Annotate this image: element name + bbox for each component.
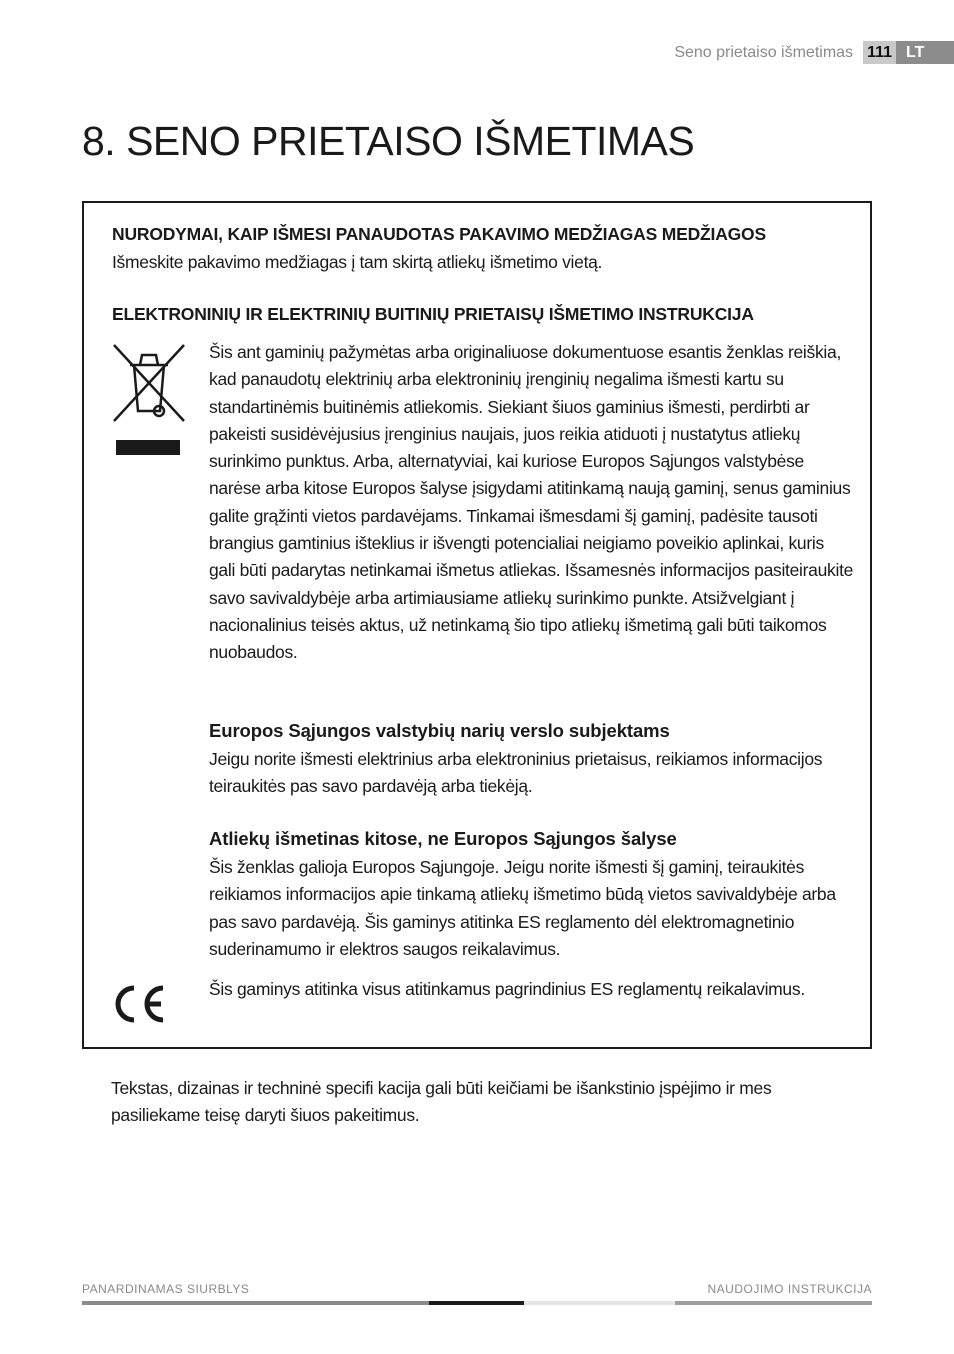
ce-mark-icon xyxy=(110,983,170,1025)
footer-product-name: PANARDINAMAS SIURBLYS xyxy=(82,1282,250,1296)
language-badge: LT xyxy=(896,41,954,64)
page-header xyxy=(674,41,954,64)
non-eu-heading: Atliekų išmetinas kitose, ne Europos Sąjungos šalyse xyxy=(209,828,677,849)
page-title: 8. SENO PRIETAISO IŠMETIMAS xyxy=(82,118,695,164)
footer-document-type: NAUDOJIMO INSTRUKCIJA xyxy=(707,1282,872,1296)
packaging-text: Išmeskite pakavimo medžiagas į tam skirtą atliekų išmetimo vietą. xyxy=(112,252,603,272)
weee-text: Šis ant gaminių pažymėtas arba originaliuose dokumentuose esantis ženklas reiškia, kad panaudotų elektrinių arba elektroninių įrenginių negalima išmesti kartu su standartinėmis buitinėmis atliekomis. Siekiant šiuos gaminius išmesti, perdirbti ar pakeisti susidėvėjusius įrenginius naujais, juos reikia atiduoti į nustatytus atliekų surinkimo punktus. Arba, alternatyviai, kai kuriose Europos Sąjungos valstybėse narėse arba kitose Europos šalyse įsigydami atitinkamą naują gaminį, senus gaminius galite grąžinti vietos pardavėjams. Tinkamai išmesdami šį gaminį, padėsite tausoti brangius gamtinius išteklius ir išvengti potencialiai neigiamo poveikio aplinkai, kuris gali būti padarytas netinkamai išmetus atliekas. Išsamesnės informacijos pasiteiraukite savo savivaldybėje arba artimiausiame atliekų surinkimo punkte. Atsižvelgiant į nacionalinius teisės aktus, už netinkamą šio tipo atliekų išmetimą gali būti taikomos nuobaudos. xyxy=(209,342,854,663)
disclaimer-note: Tekstas, dizainas ir techninė specifi kacija gali būti keičiami be išankstinio įspėjimo ir mes pasiliekame teisę daryti šiuos pakeitimus. xyxy=(111,1078,772,1126)
eu-business-text: Jeigu norite išmesti elektrinius arba elektroninius prietaisus, reikiamos informacijos teiraukitės pas savo pardavėją arba tiekėją. xyxy=(209,749,823,797)
eu-business-heading: Europos Sąjungos valstybių narių verslo subjektams xyxy=(209,720,670,741)
weee-heading: ELEKTRONINIŲ IR ELEKTRINIŲ BUITINIŲ PRIETAISŲ IŠMETIMO INSTRUKCIJA xyxy=(112,304,754,324)
footer-divider-right xyxy=(675,1301,872,1305)
header-section-title: Seno prietaiso išmetimas xyxy=(674,44,854,61)
non-eu-text: Šis ženklas galioja Europos Sąjungoje. Jeigu norite išmesti šį gaminį, teiraukitės reikiamos informacijos apie tinkamą atliekų išmetimo būdą vietos savivaldybėje arba pas savo pardavėją. Šis gaminys atitinka ES reglamento dėl elektromagnetinio suderinamumo ir elektros saugos reikalavimus. xyxy=(209,857,836,959)
footer-divider-light xyxy=(524,1301,675,1305)
disposal-info-box xyxy=(82,201,872,1049)
ce-text: Šis gaminys atitinka visus atitinkamus pagrindinius ES reglamentų reikalavimus. xyxy=(209,979,805,999)
packaging-heading: NURODYMAI, KAIP IŠMESI PANAUDOTAS PAKAVIMO MEDŽIAGAS MEDŽIAGOS xyxy=(112,224,766,244)
footer-divider-mid xyxy=(429,1301,524,1305)
page-number: 111 xyxy=(863,41,896,64)
crossed-out-wheeled-bin-icon xyxy=(110,343,188,457)
footer-divider-left xyxy=(82,1301,429,1305)
